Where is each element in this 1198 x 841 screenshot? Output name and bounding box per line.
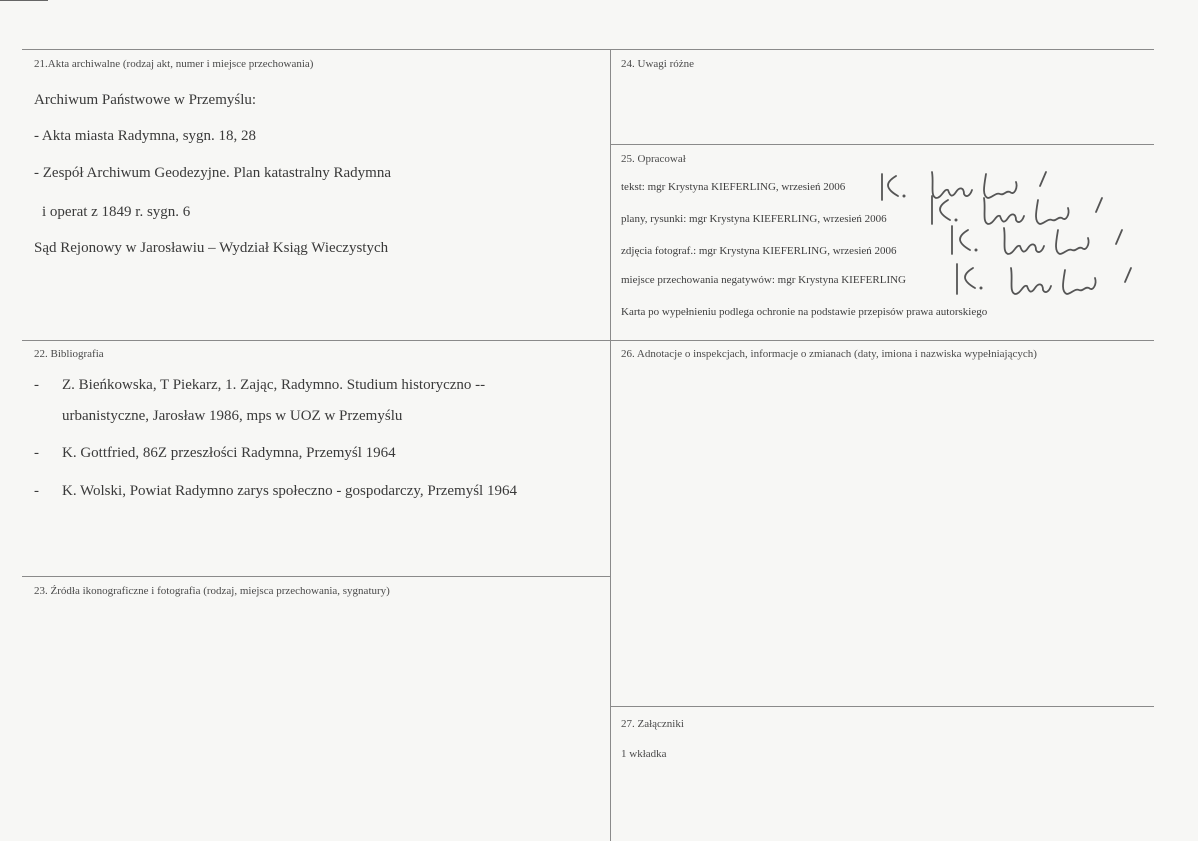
section-27-label: 27. Załączniki (621, 718, 684, 730)
bibliography-continuation: urbanistyczne, Jarosław 1986, mps w UOZ w Przemyślu (62, 408, 403, 424)
divider-25-26 (611, 340, 1154, 341)
center-divider (610, 49, 611, 841)
section-21 (34, 58, 313, 70)
divider-22-23 (22, 576, 610, 577)
section-21-line: Sąd Rejonowy w Jarosławiu – Wydział Ksiąg Wieczystych (34, 240, 389, 256)
bibliography-item (34, 483, 517, 500)
section-21-line: Archiwum Państwowe w Przemyślu: (34, 92, 257, 108)
section-22-label: 22. Bibliografia (34, 348, 104, 360)
author-line-text: tekst: mgr Krystyna KIEFERLING, wrzesień 2006 (621, 181, 846, 193)
section-21-line: i operat z 1849 r. sygn. 6 (42, 204, 191, 220)
section-27-value: 1 wkładka (621, 748, 667, 760)
divider-21-22 (22, 340, 610, 341)
copyright-note: Karta po wypełnieniu podlega ochronie na podstawie przepisów prawa autorskiego (621, 306, 988, 318)
bibliography-text: Z. Bieńkowska, T Piekarz, 1. Zając, Radymno. Studium historyczno -- (62, 377, 486, 393)
bullet: - (34, 377, 39, 393)
handwritten-signature (955, 260, 1135, 304)
top-border (22, 49, 1154, 50)
author-line-negatives: miejsce przechowania negatywów: mgr Krystyna KIEFERLING (621, 274, 907, 286)
divider-26-27 (611, 706, 1154, 707)
author-line-plans: plany, rysunki: mgr Krystyna KIEFERLING, wrzesień 2006 (621, 213, 887, 225)
section-23-label: 23. Źródła ikonograficzne i fotografia (rodzaj, miejsca przechowania, sygnatury) (34, 585, 390, 597)
bullet: - (34, 445, 39, 461)
bibliography-text: K. Wolski, Powiat Radymno zarys społeczno - gospodarczy, Przemyśl 1964 (62, 483, 517, 499)
section-24-label: 24. Uwagi różne (621, 58, 695, 70)
bullet: - (34, 483, 39, 499)
bibliography-text: K. Gottfried, 86Z przeszłości Radymna, Przemyśl 1964 (62, 445, 396, 461)
section-21-line: - Akta miasta Radymna, sygn. 18, 28 (34, 128, 257, 144)
scan-edge-mark (0, 0, 48, 1)
bibliography-item (34, 377, 485, 394)
section-21-line: - Zespół Archiwum Geodezyjne. Plan katastralny Radymna (34, 165, 391, 181)
section-25-label: 25. Opracował (621, 153, 686, 165)
section-21-label: 21.Akta archiwalne (rodzaj akt, numer i miejsce przechowania) (34, 58, 314, 70)
divider-24-25 (611, 144, 1154, 145)
handwritten-signature (950, 222, 1130, 262)
bibliography-item (34, 445, 396, 462)
author-line-photos: zdjęcia fotograf.: mgr Krystyna KIEFERLING, wrzesień 2006 (621, 245, 897, 257)
section-26-label: 26. Adnotacje o inspekcjach, informacje o zmianach (daty, imiona i nazwiska wypełniających) (621, 348, 1037, 360)
